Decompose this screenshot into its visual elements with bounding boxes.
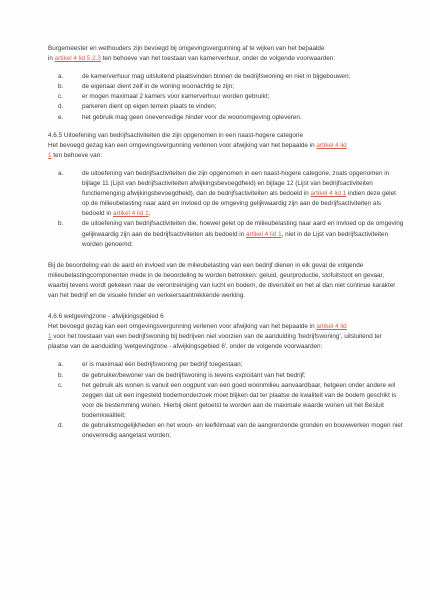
list-item bbox=[48, 169, 404, 219]
intro-line2-suffix: ten behoeve van het toestaan van kamerverhuur, onder de volgende voorwaarden: bbox=[100, 55, 336, 63]
list-item bbox=[48, 113, 404, 123]
section-466-heading: 4.6.6 wetgevingzone - afwijkingsgebied 6 bbox=[48, 313, 164, 321]
link-artikel-4-lid-1-cont[interactable]: 1 bbox=[48, 151, 52, 159]
list-item-text: de gebruiksmogelijkheden en het woon- en leefklimaat van de aangrenzende gronden en bouwwerken mogen niet onevenredig aangetast worden; bbox=[82, 422, 403, 440]
intro-in-prefix: in bbox=[48, 55, 55, 63]
list-marker: d. bbox=[58, 103, 64, 111]
list-item-text: het gebruik als wonen is vanuit een oogpunt van een goed woonmilieu aanvaardbaar, hetgeen onder andere wil zeggen dat uit een ingesteld bodemonderzoek moet blijken dat ter plaatse de kwaliteit van de bodem geschikt is voor de bestemming wonen. Hierbij dient getoetst te worden aan de maximale waarde wonen uit het Besluit bodemkwaliteit; bbox=[82, 381, 397, 419]
section-465-assessment-paragraph: Bij de beoordeling van de aard en invloed van de milieubelasting van een bedrijf dienen in elk geval de volgende milieubelastingcomponenten mede in de beoordeling te worden betrokken: geluid, geurproductie, stofuitstoot en gevaar, waarbij tevens wordt gekeken naar de verontreiniging van lucht en bodem, de diversiteit en het al dan niet continue karakter van het bedrijf en de visuele hinder en verkeersaantrekkende werking. bbox=[48, 261, 396, 299]
list-item-text: indien deze gelet op de milieubelasting naar aard en invloed op de omgeving gelijkwaardig zijn aan de bedrijfsactiviteiten als bedoeld in bbox=[82, 190, 396, 218]
section-465-line1: Het bevoegd gezag kan een omgevingsvergunning verlenen voor afwijking van het bepaalde in bbox=[48, 141, 317, 149]
list-item-text: , niet in de Lijst van bedrijfsactiviteiten worden genoemd; bbox=[82, 230, 389, 248]
list-item-text: de uitoefening van bedrijfsactiviteiten die, hoewel gelet op de milieubelasting naar aard en invloed op de omgeving gelijkwaardig zijn aan de bedrijfsactiviteiten als bedoeld in bbox=[82, 220, 404, 238]
list-marker: b. bbox=[58, 371, 64, 379]
list-item-text: de gebruiker/bewoner van de bedrijfswoning is tevens exploitant van het bedrijf; bbox=[82, 371, 306, 379]
list-item-text: er is maximaal één bedrijfswoning per bedrijf toegestaan; bbox=[82, 361, 243, 369]
list-item bbox=[48, 82, 404, 92]
list-item-text: de uitoefening van bedrijfsactiviteiten die zijn opgenomen in een naast-hogere categorie, zoals opgenomen in bijlage 11 (Lijst van bedrijfsactiviteiten afwijkingsbevoegdheid) en bijlage 12 (Lijst van bedrijfsactiviteiten functiemenging afwijkingsbevoegdheid), dan de bedrijfsactiviteiten als bedoeld in bbox=[82, 169, 390, 198]
section-466-intro bbox=[48, 322, 404, 352]
list-marker: b. bbox=[58, 83, 64, 91]
list-item bbox=[48, 421, 404, 441]
intro-paragraph bbox=[48, 44, 404, 64]
list-item bbox=[48, 92, 404, 102]
list-marker: d. bbox=[58, 422, 64, 429]
link-artikel-4-lid[interactable]: artikel 4 lid bbox=[316, 141, 347, 149]
list-marker: a. bbox=[58, 73, 64, 81]
link-artikel-4-lid-1[interactable]: artikel 4 lid 1 bbox=[113, 210, 149, 218]
list-item-text: de kamerverhuur mag uitsluitend plaatsvinden binnen de bedrijfswoning en niet in bijgebouwen; bbox=[82, 73, 351, 81]
link-artikel-4-lid-1[interactable]: artikel 4 lid 1 bbox=[310, 190, 347, 198]
list-marker: c. bbox=[58, 381, 63, 389]
list-marker: a. bbox=[58, 361, 64, 369]
list-item bbox=[48, 72, 404, 82]
link-artikel-4-lid-5-2-3[interactable]: artikel 4 lid 5.2.3 bbox=[54, 55, 101, 63]
link-artikel-4-lid-1-cont[interactable]: 1 bbox=[48, 333, 52, 341]
section-465-heading: 4.6.5 Uitoefening van bedrijfsactiviteiten die zijn opgenomen in een naast-hogere categorie bbox=[48, 131, 303, 139]
section-465-list bbox=[48, 169, 404, 250]
list-item bbox=[48, 102, 404, 112]
intro-line1: Burgemeester en wethouders zijn bevoegd bij omgevingsvergunning af te wijken van het bepaalde bbox=[48, 45, 325, 52]
list-marker: c. bbox=[58, 93, 63, 101]
list-item bbox=[48, 371, 404, 381]
list-item bbox=[48, 360, 404, 370]
list-item-text: er mogen maximaal 2 kamers voor kamerverhuur worden gebruikt; bbox=[82, 93, 270, 101]
section-466-list bbox=[48, 360, 404, 441]
list-item bbox=[48, 381, 404, 421]
list-item-text: de eigenaar dient zelf in de woning woonachtig te zijn; bbox=[82, 83, 234, 91]
section-465-line2-suffix: ten behoeve van: bbox=[51, 151, 102, 159]
section-466-line2-rest: voor het toestaan van een bedrijfswoning bij bedrijven niet voorzien van de aanduiding 'bedrijfswoning', uitsluitend ter plaatse van de aanduiding 'wetgevingzone - afwijkingsgebied 6', onder de volgende voorwaarden: bbox=[48, 333, 382, 351]
list-marker: b. bbox=[58, 220, 64, 228]
list-item-text: het gebruik mag geen onevenredige hinder voor de woonomgeving opleveren. bbox=[82, 113, 302, 121]
intro-conditions-list bbox=[48, 72, 404, 122]
link-artikel-4-lid[interactable]: artikel 4 lid bbox=[316, 323, 347, 331]
list-marker: e. bbox=[58, 113, 64, 121]
section-465-intro bbox=[48, 141, 404, 161]
list-item bbox=[48, 219, 404, 249]
list-item-text: ; bbox=[148, 210, 151, 218]
section-466-line1: Het bevoegd gezag kan een omgevingsvergunning verlenen voor afwijking van het bepaalde in bbox=[48, 323, 317, 331]
list-marker: a. bbox=[58, 169, 64, 177]
link-artikel-4-lid-1[interactable]: artikel 4 lid 1 bbox=[245, 230, 282, 238]
list-item-text: parkeren dient op eigen terrein plaats te vinden; bbox=[82, 103, 217, 111]
document-content bbox=[48, 44, 404, 441]
